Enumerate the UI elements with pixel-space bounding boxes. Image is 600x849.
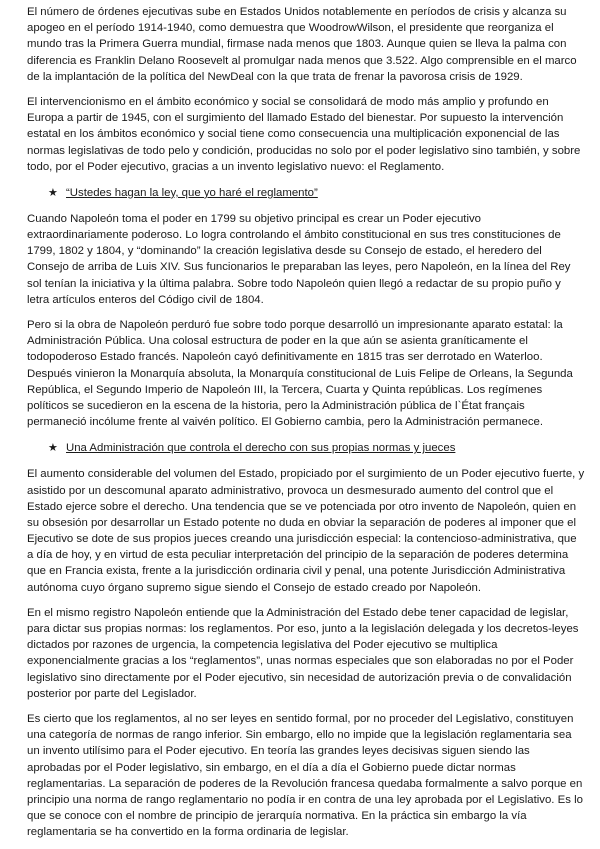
text-line: República, el Segundo Imperio de Napoleón III, la Tercera, Cuarta y Quinta repúblicas. Los regímenes [27,383,543,396]
text-line: posterior por parte del Legislador. [27,687,197,700]
text-line: reglamentarias. La separación de poderes de la Revolución francesa quedaba formalmente a salvo porque en [27,777,583,790]
text-line: una categoría de normas de rango inferior. Sin embargo, ello no impide que la legislación reglamentaria sea [27,729,572,742]
text-line: El intervencionismo en el ámbito económico y social se consolidará de modo más amplio y profundo en [27,95,549,108]
text-line: que se conoce con el nombre de principio de jerarquía normativa. En la práctica sin embargo la vía [27,810,527,823]
text-line: permaneció incólume frente al vaivén político. El Gobierno cambia, pero la Administración permanece. [27,416,544,429]
text-line: Cuando Napoleón toma el poder en 1799 su objetivo principal es crear un Poder ejecutivo [27,212,482,225]
text-line: 1799, 1802 y 1804, y “dominando” la creación legislativa desde su Consejo de estado, el heredero del [27,245,542,258]
text-line: El número de órdenes ejecutivas sube en Estados Unidos notablemente en períodos de crisis y alcanza su [27,6,567,18]
text-line: diferencia es Franklin Delano Roosevelt al promulgar nada menos que 3.522. Algo comprensible en el marco [27,54,577,67]
text-line: El aumento considerable del volumen del Estado, propiciado por el surgimiento de un Poder ejecutivo fuerte, y [27,468,585,481]
text-line: exponencialmente gracias a los “reglamentos”, unas normas especiales que son elaboradas no por el Poder [27,655,574,668]
text-line: que en Francia exista, frente a la jurisdicción ordinaria civil y penal, una potente Jurisdicción Administrativa [27,565,566,578]
section-heading-2 [48,439,593,457]
heading-text: Una Administración que controla el derecho con sus propias normas y jueces [66,442,456,455]
text-line: Administración Pública. Una colosal estructura de poder en la que aún se asienta graníticamente el [27,335,528,348]
text-line: a día de hoy, y en virtud de esta peculiar interpretación del principio de la separación de poderes determina [27,549,569,562]
text-line: Es cierto que los reglamentos, al no ser leyes en sentido formal, por no proceder del Legislativo, constituyen [27,712,574,725]
text-line: principio una norma de rango reglamentario no podía ir en contra de una ley aprobada por el Legislativo. Es lo [27,793,583,806]
paragraph [27,466,593,596]
text-line: su obsesión por desarrollar un Estado potente no duda en obviar la separación de poderes al imponer que el [27,516,577,529]
paragraph [27,711,593,841]
text-line: Estado ejerce sobre el derecho. Una tendencia que se ve potenciada por otro invento de Napoleón, quien en [27,500,577,513]
text-line: extraordinariamente poderoso. Lo logra controlando el ámbito constitucional en sus tres constituciones de [27,229,561,242]
text-line: de la implantación de la política del NewDeal con la que trata de frenar la pavorosa crisis de 1929. [27,70,523,83]
text-line: todopoderoso Estado francés. Napoleón cayó definitivamente en 1815 tras ser derrotado en Waterloo. [27,351,543,364]
paragraph [27,211,593,308]
paragraph [27,94,593,175]
heading-text: “Ustedes hagan la ley, que yo haré el reglamento” [66,186,318,199]
text-line: sol tenían la iniciativa y la última palabra. Sobre todo Napoleón quien llegó a redactar de su propio puño y [27,277,561,290]
text-line: autónoma cuyo órgano supremo sigue siendo el Consejo de estado creado por Napoleón. [27,581,482,594]
text-line: Ejecutivo se dote de sus propios jueces creando una jurisdicción especial: la contencioso-administrativa, que [27,533,577,546]
text-line: Pero si la obra de Napoleón perduró fue sobre todo porque desarrolló un impresionante aparato estatal: la [27,319,563,331]
text-line: En el mismo registro Napoleón entiende que la Administración del Estado debe tener capacidad de legislar, [27,606,569,619]
text-line: aprobadas por el Poder legislativo, sin embargo, en el día a día el Gobierno puede dictar normas [27,761,516,774]
text-line: Consejo de arriba de Luis XIV. Sus funcionarios le preparaban las leyes, pero Napoleón, en la línea del Rey [27,261,571,274]
star-bullet-icon: ★ [48,442,58,455]
text-line: un invento utilísimo para el Poder ejecutivo. En teoría las grandes leyes decisivas siguen siendo las [27,745,530,758]
document-page [27,4,593,849]
text-line: apogeo en el período 1914-1940, como demuestra que WoodrowWilson, el presidente que reorganiza el [27,22,554,35]
paragraph [27,317,593,430]
text-line: para dictar sus propias normas: los reglamentos. Por eso, junto a la legislación delegada y los decretos-leyes [27,623,579,635]
text-line: dictados por razones de urgencia, la competencia legislativa del Poder ejecutivo se multiplica [27,639,498,652]
text-line: estatal en los ámbitos económico y social tiene como consecuencia una multiplicación exponencial de las [27,128,560,141]
text-line: asistido por un descomunal aparato administrativo, provoca un desmesurado aumento del control que el [27,484,554,497]
text-line: mundo tras la Primera Guerra mundial, firmase nada menos que 1803. Aunque quien se lleva la palma con [27,38,567,51]
star-bullet-icon: ★ [48,186,58,199]
text-line: normas legislativas de todo pelo y condición, producidas no solo por el poder legislativo sino también, y sobre [27,144,581,157]
paragraph [27,605,593,702]
text-line: políticos se sucedieron en la escena de la historia, pero la Administración pública de l`État français [27,399,525,412]
paragraph [27,4,593,85]
text-line: reglamentaria se ha convertido en la forma ordinaria de legislar. [27,826,349,839]
text-line: todo, por el Poder ejecutivo, gracias a un invento legislativo nuevo: el Reglamento. [27,160,445,173]
text-line: letra artículos enteros del Código civil de 1804. [27,293,264,306]
text-line: Europa a partir de 1945, con el surgimiento del llamado Estado del bienestar. Por supuesto la intervención [27,112,564,125]
text-line: Después vinieron la Monarquía absoluta, la Monarquía constitucional de Luis Felipe de Orleans, la Segunda [27,367,573,380]
text-line: legislativo sino directamente por el Poder ejecutivo, sin necesidad de autorización previa o de convalidación [27,671,572,684]
section-heading-1 [48,184,593,202]
